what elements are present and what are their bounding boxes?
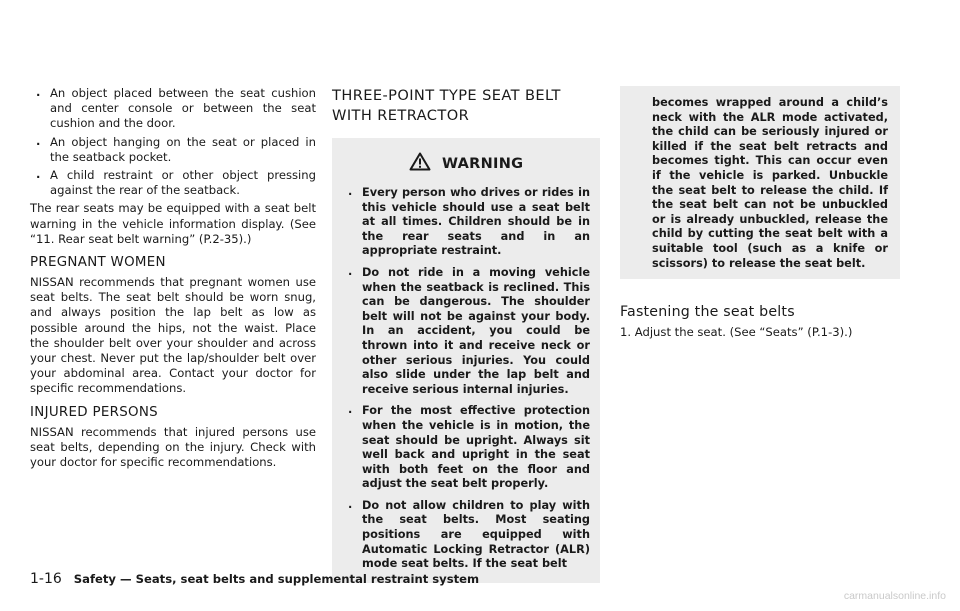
list-item: . A child restraint or other object pressing against the rear of the seatback.: [30, 168, 316, 198]
fastening-heading: Fastening the seat belts: [620, 304, 795, 321]
warning-continuation: becomes wrapped around a child’s neck with the ALR mode activated, the child can be seriously injured or killed if the seat belt retracts and becomes tight. This can occur even if the vehicle is parked. Unbuckle the seat belt to release the child. If the seat belt can not be unbuckled or is already unbuckled, release the child by cutting the seat belt with a suitable tool (such as a knife or scissors) to release the seat belt.: [620, 86, 900, 279]
list-item: . Do not ride in a moving vehicle when the seatback is reclined. This can be dangerous. The shoulder belt will not be against your body. In an accident, you could be thrown into it and receive neck or other serious injuries. You could also slide under the lap belt and receive serious internal injuries.: [342, 266, 590, 397]
list-item: . Do not allow children to play with the seat belts. Most seating positions are equipped with Automatic Locking Retractor (ALR) mode seat belts. If the seat belt: [342, 499, 590, 572]
list-item: . An object placed between the seat cushion and center console or between the seat cushion and the door.: [30, 86, 316, 132]
pregnant-women-paragraph: NISSAN recommends that pregnant women use seat belts. The seat belt should be worn snug, and always position the lap belt as low as possible around the hips, not the waist. Place the shoulder belt over your shoulder and across your chest. Never put the lap/shoulder belt over your abdominal area. Contact your doctor for specific recommendations.: [30, 275, 316, 396]
page-number: 1-16: [30, 571, 62, 587]
right-column: [620, 86, 900, 340]
watermark: carmanualsonline.info: [843, 590, 946, 602]
list-item: . For the most effective protection when the vehicle is in motion, the seat should be upright. Always sit well back and upright in the seat with both feet on the floor and adjust the seat belt properly.: [342, 404, 590, 492]
section-heading: THREE-POINT TYPE SEAT BELT WITH RETRACTOR: [332, 87, 561, 124]
pregnant-women-heading: PREGNANT WOMEN: [30, 255, 166, 271]
section-title: Safety — Seats, seat belts and supplemental restraint system: [73, 572, 480, 586]
warning-list: [342, 186, 590, 572]
left-column: [30, 86, 316, 470]
seat-condition-list: [30, 86, 316, 198]
list-item: . An object hanging on the seat or placed in the seatback pocket.: [30, 135, 316, 165]
warning-header: [342, 144, 590, 186]
page-footer: [30, 571, 479, 587]
step-1: 1. Adjust the seat. (See “Seats” (P.1-3).): [620, 325, 853, 340]
rear-seat-warning-paragraph: The rear seats may be equipped with a seat belt warning in the vehicle information display. (See “11. Rear seat belt warning” (P.2-35).): [30, 201, 316, 246]
injured-persons-heading: INJURED PERSONS: [30, 404, 158, 420]
warning-box: [332, 138, 600, 583]
warning-label: WARNING: [441, 156, 524, 172]
list-item: . Every person who drives or rides in this vehicle should use a seat belt at all times. Children should be in the rear seats and in an appropriate restraint.: [342, 186, 590, 259]
middle-column: [332, 86, 600, 583]
injured-persons-paragraph: NISSAN recommends that injured persons use seat belts, depending on the injury. Check with your doctor for specific recommendations.: [30, 424, 316, 470]
warning-triangle-icon: [409, 156, 442, 172]
